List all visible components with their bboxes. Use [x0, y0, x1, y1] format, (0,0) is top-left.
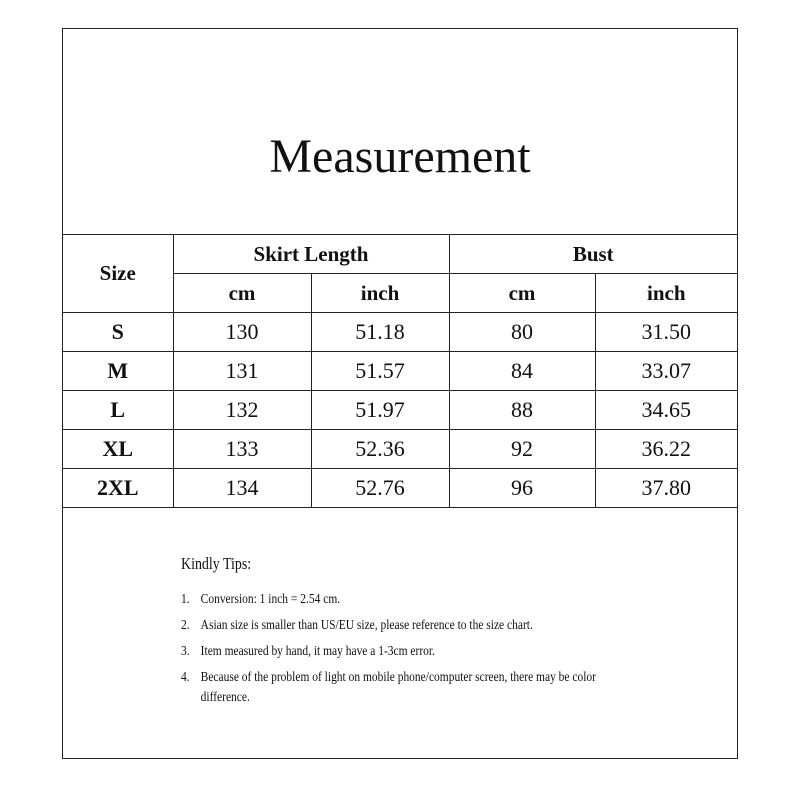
table-cell: 37.80 — [595, 469, 737, 508]
tip-text: Conversion: 1 inch = 2.54 cm. — [200, 592, 341, 607]
table-cell: 92 — [449, 430, 595, 469]
table-cell: 34.65 — [595, 391, 737, 430]
table-cell: 80 — [449, 313, 595, 352]
table-cell: 36.22 — [595, 430, 737, 469]
list-number: 2. — [181, 618, 190, 633]
list-number: 3. — [181, 644, 190, 659]
table-row — [63, 469, 737, 508]
bust-header: Bust — [449, 235, 737, 274]
tips-section — [181, 554, 607, 714]
table-cell: 31.50 — [595, 313, 737, 352]
tip-text: Because of the problem of light on mobile phone/computer screen, there may be color difference. — [200, 670, 596, 705]
table-row — [63, 352, 737, 391]
table-cell: 96 — [449, 469, 595, 508]
tips-list — [181, 590, 607, 708]
unit-header: cm — [449, 274, 595, 313]
size-label: L — [63, 391, 173, 430]
table-cell: 84 — [449, 352, 595, 391]
table-cell: 33.07 — [595, 352, 737, 391]
table-cell: 51.97 — [311, 391, 449, 430]
table-cell: 52.36 — [311, 430, 449, 469]
size-chart-frame — [62, 28, 738, 759]
list-item — [181, 616, 607, 636]
unit-header: cm — [173, 274, 311, 313]
table-cell: 134 — [173, 469, 311, 508]
table-row — [63, 313, 737, 352]
table-cell: 52.76 — [311, 469, 449, 508]
table-row — [63, 430, 737, 469]
list-item — [181, 590, 607, 610]
list-item — [181, 642, 607, 662]
table-cell: 132 — [173, 391, 311, 430]
list-item — [181, 668, 607, 708]
unit-header: inch — [311, 274, 449, 313]
tip-text: Asian size is smaller than US/EU size, please reference to the size chart. — [200, 618, 533, 633]
unit-header: inch — [595, 274, 737, 313]
size-header: Size — [63, 235, 173, 313]
size-label: XL — [63, 430, 173, 469]
table-cell: 51.18 — [311, 313, 449, 352]
size-label: M — [63, 352, 173, 391]
list-number: 4. — [181, 670, 190, 685]
table-cell: 88 — [449, 391, 595, 430]
table-cell: 131 — [173, 352, 311, 391]
table-cell: 133 — [173, 430, 311, 469]
table-group-header-row — [63, 235, 737, 274]
skirt-length-header: Skirt Length — [173, 235, 449, 274]
tip-text: Item measured by hand, it may have a 1-3cm error. — [200, 644, 435, 659]
table-cell: 51.57 — [311, 352, 449, 391]
size-label: S — [63, 313, 173, 352]
size-label: 2XL — [63, 469, 173, 508]
size-table — [63, 234, 737, 508]
table-cell: 130 — [173, 313, 311, 352]
table-row — [63, 391, 737, 430]
tips-title: Kindly Tips: — [181, 554, 252, 573]
page-title: Measurement — [269, 130, 531, 183]
list-number: 1. — [181, 592, 190, 607]
